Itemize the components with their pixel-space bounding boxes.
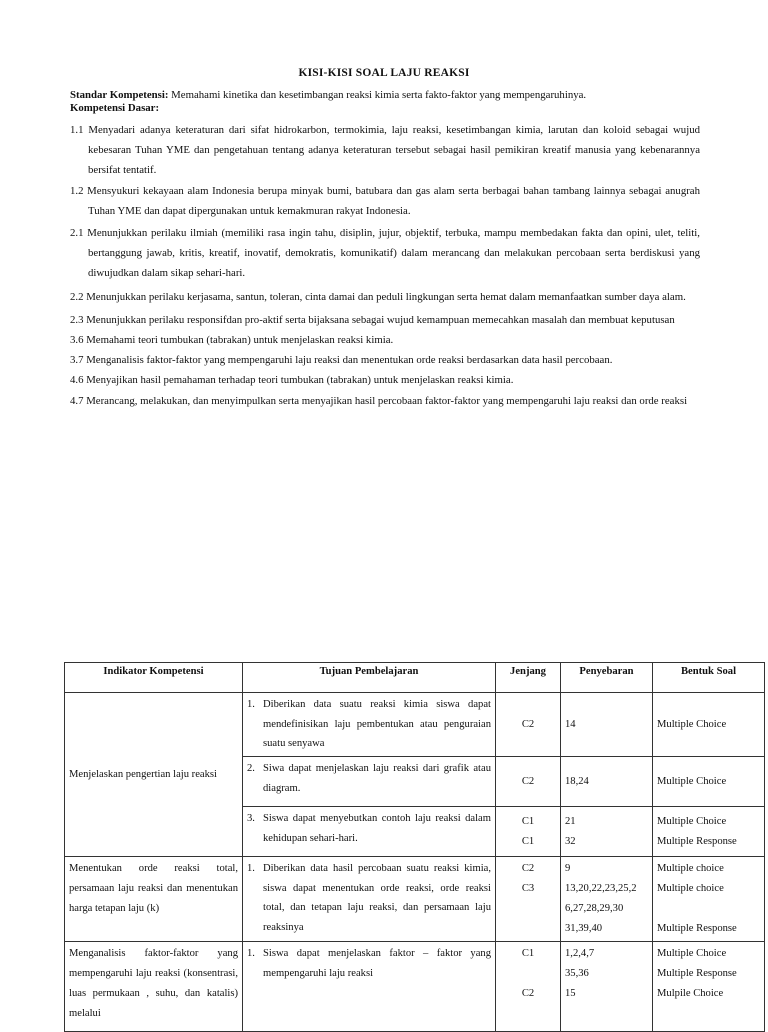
- kisi-kisi-table: [64, 662, 765, 1032]
- jenjang-cell: [496, 942, 561, 1032]
- penyebaran-value: 31,39,40: [565, 923, 603, 934]
- indikator-cell: Menganalisis faktor-faktor yang mempengaruhi laju reaksi (konsentrasi, luas permukaan , suhu, dan katalis) melalui: [65, 942, 243, 1032]
- bentuk-cell: Multiple Choice: [653, 757, 765, 807]
- bentuk-value: Multiple Choice: [657, 948, 727, 959]
- jenjang-value: C1: [521, 948, 535, 959]
- tujuan-text: Siwa dapat menjelaskan laju reaksi dari grafik atau diagram.: [263, 763, 491, 794]
- kompetensi-item: 2.1 Menunjukkan perilaku ilmiah (memiliki rasa ingin tahu, disiplin, jujur, objektif, terbuka, mampu membedakan fakta dan opini, ulet, teliti, bertanggung jawab, kritis, kreatif, inovatif, demokratis, komunikatif) dalam merancang dan melakukan percobaan serta berdiskusi yang diwujudkan dalam sikap sehari-hari.: [70, 227, 700, 280]
- table-row: [65, 857, 765, 942]
- bentuk-value: Multiple Response: [657, 923, 737, 934]
- tujuan-text: Diberikan data suatu reaksi kimia siswa dapat mendefinisikan laju pembentukan atau penguraian suatu senyawa: [263, 699, 491, 749]
- penyebaran-value: 32: [565, 835, 576, 847]
- bentuk-value: Mulpile Choice: [657, 988, 724, 999]
- jenjang-value: C2: [521, 988, 535, 999]
- bentuk-value: Multiple Response: [657, 835, 737, 847]
- jenjang-value: C1: [521, 835, 535, 847]
- penyebaran-cell: [561, 942, 653, 1032]
- header-indikator: Indikator Kompetensi: [65, 663, 243, 693]
- bentuk-value: Multiple Choice: [657, 815, 727, 827]
- penyebaran-value: 9: [565, 863, 571, 874]
- standar-kompetensi: [70, 89, 710, 102]
- tujuan-text: Diberikan data hasil percobaan suatu reaksi kimia, siswa dapat menentukan orde reaksi, orde reaksi total, dan tetapan laju reaksi, dan persamaan laju reaksinya: [263, 863, 491, 933]
- kompetensi-item: 2.2 Menunjukkan perilaku kerjasama, santun, toleran, cinta damai dan peduli lingkungan serta hemat dalam memanfaatkan sumber daya alam.: [70, 290, 686, 303]
- tujuan-cell: [243, 857, 496, 942]
- jenjang-value: C3: [521, 883, 535, 894]
- tujuan-number: 1.: [247, 699, 255, 710]
- bentuk-cell: [653, 807, 765, 857]
- tujuan-number: 3.: [247, 813, 255, 824]
- tujuan-cell: [243, 693, 496, 757]
- penyebaran-value: 6,27,28,29,30: [565, 903, 624, 914]
- tujuan-cell: [243, 942, 496, 1032]
- kompetensi-item: 1.1 Menyadari adanya keteraturan dari sifat hidrokarbon, termokimia, laju reaksi, kesetimbangan kimia, larutan dan koloid sebagai wujud kebesaran Tuhan YME dan pengetahuan tentang adanya keteraturan tersebut sebagai hasil pemikiran kreatif manusia yang kebenarannya bersifat tentatif.: [70, 124, 700, 177]
- bentuk-value: Multiple Response: [657, 968, 737, 979]
- penyebaran-cell: [561, 857, 653, 942]
- bentuk-cell: [653, 857, 765, 942]
- jenjang-value: [500, 964, 556, 984]
- table-header-row: [65, 663, 765, 693]
- indikator-cell: Menentukan orde reaksi total, persamaan laju reaksi dan menentukan harga tetapan laju (k): [65, 857, 243, 942]
- kompetensi-item: 2.3 Menunjukkan perilaku responsifdan pro-aktif serta bijaksana sebagai wujud kemampuan memecahkan masalah dan membuat keputusan: [70, 313, 675, 326]
- tujuan-text: Siswa dapat menyebutkan contoh laju reaksi dalam kehidupan sehari-hari.: [263, 813, 491, 844]
- bentuk-cell: [653, 942, 765, 1032]
- header-tujuan: Tujuan Pembelajaran: [243, 663, 496, 693]
- indikator-cell: Menjelaskan pengertian laju reaksi: [65, 693, 243, 857]
- header-bentuk: Bentuk Soal: [653, 663, 765, 693]
- kompetensi-item: 4.7 Merancang, melakukan, dan menyimpulkan serta menyajikan hasil percobaan faktor-faktor yang mempengaruhi laju reaksi dan orde reaksi: [70, 394, 688, 407]
- jenjang-cell: C2: [496, 693, 561, 757]
- penyebaran-value: 13,20,22,23,25,2: [565, 883, 637, 894]
- jenjang-cell: [496, 807, 561, 857]
- kompetensi-item: 1.2 Mensyukuri kekayaan alam Indonesia berupa minyak bumi, batubara dan gas alam serta berbagai bahan tambang lainnya sebagai anugrah Tuhan YME dan dapat dipergunakan untuk kemakmuran rakyat Indonesia.: [70, 184, 700, 217]
- tujuan-number: 1.: [247, 948, 255, 959]
- standar-label: Standar Kompetensi:: [70, 89, 169, 101]
- jenjang-cell: [496, 857, 561, 942]
- penyebaran-value: 15: [565, 988, 576, 999]
- bentuk-cell: Multiple Choice: [653, 693, 765, 757]
- tujuan-cell: [243, 757, 496, 807]
- tujuan-cell: [243, 807, 496, 857]
- kompetensi-item: 3.7 Menganalisis faktor-faktor yang mempengaruhi laju reaksi dan menentukan orde reaksi berdasarkan data hasil percobaan.: [70, 354, 613, 367]
- penyebaran-value: 21: [565, 815, 576, 827]
- kompetensi-item: 3.6 Memahami teori tumbukan (tabrakan) untuk menjelaskan reaksi kimia.: [70, 334, 394, 347]
- document-title: KISI-KISI SOAL LAJU REAKSI: [298, 67, 470, 79]
- bentuk-value: Multiple choice: [657, 863, 724, 874]
- jenjang-value: C2: [521, 863, 535, 874]
- jenjang-value: C1: [521, 815, 535, 827]
- header-jenjang: Jenjang: [496, 663, 561, 693]
- table-row: [65, 942, 765, 1032]
- penyebaran-cell: 18,24: [561, 757, 653, 807]
- kompetensi-item: 4.6 Menyajikan hasil pemahaman terhadap teori tumbukan (tabrakan) untuk menjelaskan reaksi kimia.: [70, 374, 514, 387]
- tujuan-number: 2.: [247, 763, 255, 774]
- tujuan-number: 1.: [247, 863, 255, 874]
- penyebaran-cell: [561, 807, 653, 857]
- table-row: [65, 693, 765, 757]
- bentuk-value: [657, 899, 760, 919]
- bentuk-value: Multiple choice: [657, 883, 724, 894]
- standar-text: Memahami kinetika dan kesetimbangan reaksi kimia serta fakto-faktor yang mempengaruhinya.: [168, 89, 587, 101]
- header-penyebaran: Penyebaran: [561, 663, 653, 693]
- kompetensi-dasar-label: Kompetensi Dasar:: [70, 102, 160, 114]
- tujuan-text: Siswa dapat menjelaskan faktor – faktor yang mempengaruhi laju reaksi: [263, 948, 491, 979]
- penyebaran-value: 35,36: [565, 968, 589, 979]
- jenjang-cell: C2: [496, 757, 561, 807]
- penyebaran-value: 1,2,4,7: [565, 948, 595, 959]
- penyebaran-cell: 14: [561, 693, 653, 757]
- kompetensi-list: [70, 120, 700, 411]
